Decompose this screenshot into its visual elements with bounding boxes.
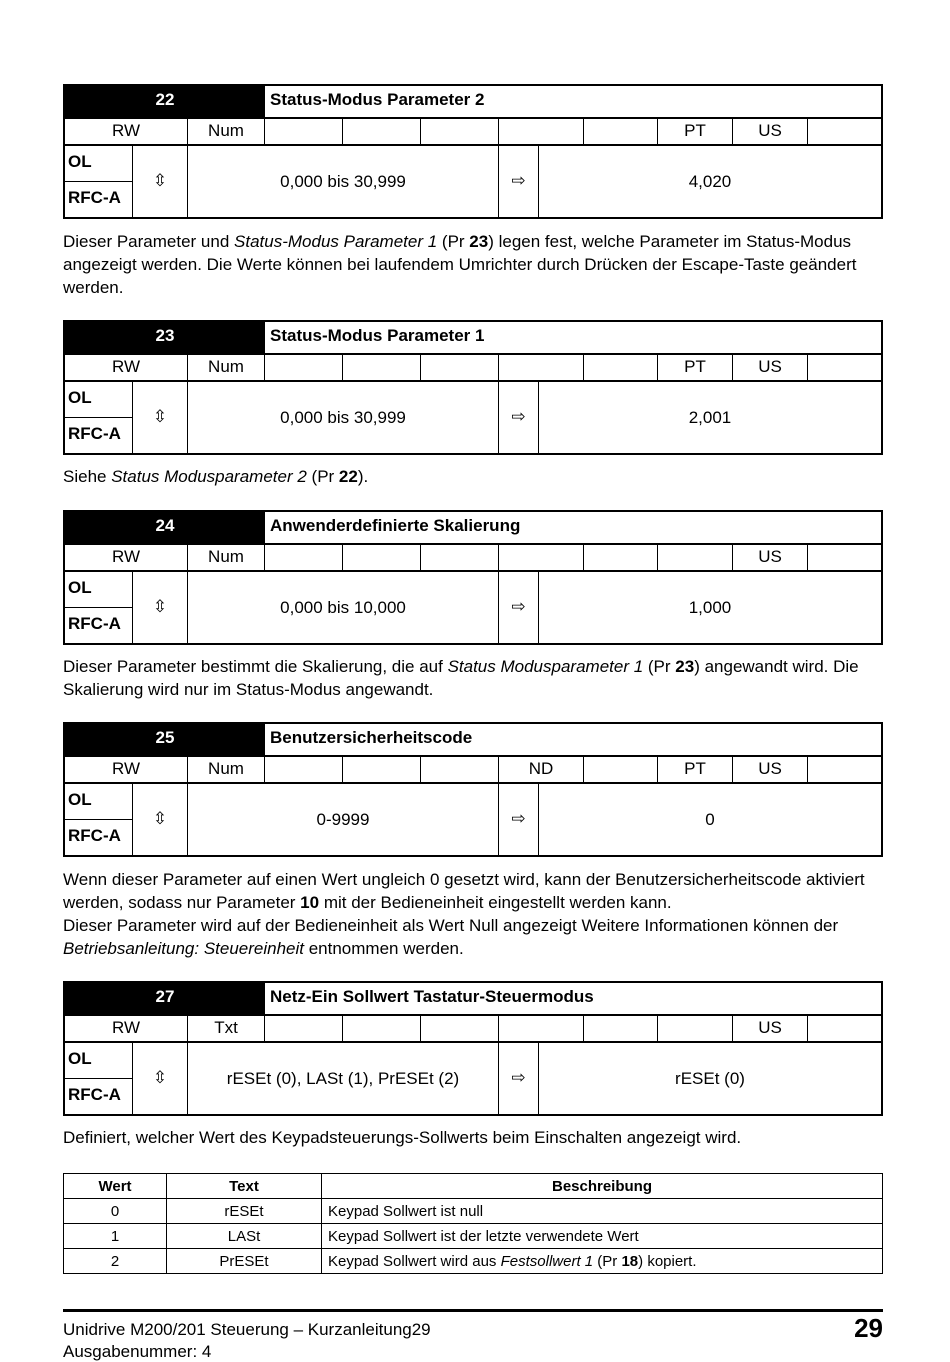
attribute-cell: Txt	[188, 1016, 265, 1041]
attribute-row	[65, 1016, 881, 1043]
attribute-cell	[499, 119, 584, 144]
attribute-cell	[421, 355, 499, 380]
attribute-cell	[584, 545, 658, 570]
attribute-cell: PT	[658, 757, 733, 782]
cell-text: rESEt	[167, 1199, 322, 1224]
header-beschreibung: Beschreibung	[322, 1174, 883, 1199]
attribute-cell	[808, 545, 881, 570]
attribute-cell	[584, 119, 658, 144]
parameter-number: 25	[65, 724, 265, 755]
parameter-number: 22	[65, 86, 265, 117]
attribute-cell	[499, 545, 584, 570]
attribute-cell	[584, 1016, 658, 1041]
parameter-header	[65, 512, 881, 545]
attribute-cell: PT	[658, 355, 733, 380]
parameter-header	[65, 983, 881, 1016]
default-arrow-icon: ⇨	[499, 1043, 539, 1114]
default-arrow-icon: ⇨	[499, 784, 539, 855]
default-value: 1,000	[688, 598, 732, 617]
range-arrow-icon: ⇳	[133, 572, 188, 643]
range-value: rESEt (0), LASt (1), PrESEt (2)	[188, 1043, 499, 1114]
mode-label-rfc: RFC-A	[65, 1079, 133, 1114]
range-arrow-icon: ⇳	[133, 146, 188, 217]
cell-wert: 2	[64, 1249, 167, 1274]
attribute-cell	[584, 355, 658, 380]
attribute-cell: US	[733, 119, 808, 144]
attribute-cell	[499, 1016, 584, 1041]
attribute-cell: PT	[658, 119, 733, 144]
parameter-table-24	[63, 510, 883, 645]
attribute-cell	[343, 119, 421, 144]
default-value: 2,001	[688, 408, 732, 427]
attribute-cell	[658, 1016, 733, 1041]
cell-wert: 1	[64, 1224, 167, 1249]
attribute-cell	[808, 355, 881, 380]
table-row	[64, 1199, 883, 1224]
value-table-header	[64, 1174, 883, 1199]
range-arrow-icon: ⇳	[133, 784, 188, 855]
mode-label-rfc: RFC-A	[65, 182, 133, 217]
attribute-cell	[808, 1016, 881, 1041]
attribute-cell	[421, 119, 499, 144]
range-row	[65, 572, 881, 643]
cell-beschreibung: Keypad Sollwert wird aus Festsollwert 1 (Pr 18) kopiert.	[322, 1249, 883, 1274]
cell-beschreibung: Keypad Sollwert ist null	[322, 1199, 883, 1224]
attribute-row	[65, 119, 881, 146]
default-value: rESEt (0)	[675, 1069, 745, 1088]
parameter-header	[65, 724, 881, 757]
attribute-cell: ND	[499, 757, 584, 782]
parameter-header	[65, 322, 881, 355]
table-row	[64, 1249, 883, 1274]
attribute-cell: RW	[65, 1016, 188, 1041]
parameter-header	[65, 86, 881, 119]
attribute-cell: RW	[65, 119, 188, 144]
para-27: Definiert, welcher Wert des Keypadsteuerungs-Sollwerts beim Einschalten angezeigt wird.	[63, 1128, 742, 1147]
range-row	[65, 146, 881, 217]
attribute-cell: RW	[65, 545, 188, 570]
mode-label-ol: OL	[65, 382, 133, 418]
attribute-cell: Num	[188, 545, 265, 570]
attribute-cell: US	[733, 1016, 808, 1041]
range-value: 0,000 bis 10,000	[188, 572, 499, 643]
footer-issue: Ausgabenummer: 4	[63, 1342, 212, 1361]
mode-label-rfc: RFC-A	[65, 820, 133, 855]
para-22: Dieser Parameter und Status-Modus Parameter 1 (Pr 23) legen fest, welche Parameter im Status-Modus angezeigt werden. Die Werte können bei laufendem Umrichter durch Drücken der Escape-Taste geändert werden.	[63, 232, 857, 297]
mode-label-ol: OL	[65, 572, 133, 608]
cell-wert: 0	[64, 1199, 167, 1224]
parameter-name: Status-Modus Parameter 2	[270, 90, 485, 109]
parameter-table-22	[63, 84, 883, 219]
value-table	[63, 1173, 883, 1274]
range-value: 0,000 bis 30,999	[188, 382, 499, 453]
default-value: 0	[705, 810, 715, 829]
attribute-cell	[343, 757, 421, 782]
attribute-cell	[421, 1016, 499, 1041]
range-row	[65, 1043, 881, 1114]
attribute-row	[65, 757, 881, 784]
header-text: Text	[167, 1174, 322, 1199]
footer-rule	[63, 1309, 883, 1312]
para-23: Siehe Status Modusparameter 2 (Pr 22).	[63, 467, 369, 486]
attribute-cell	[265, 757, 343, 782]
attribute-cell	[265, 119, 343, 144]
parameter-table-23	[63, 320, 883, 455]
attribute-cell	[584, 757, 658, 782]
attribute-cell: Num	[188, 119, 265, 144]
attribute-cell	[265, 355, 343, 380]
attribute-row	[65, 355, 881, 382]
attribute-cell	[343, 1016, 421, 1041]
cell-text: LASt	[167, 1224, 322, 1249]
mode-label-ol: OL	[65, 784, 133, 820]
mode-label-ol: OL	[65, 146, 133, 182]
header-wert: Wert	[64, 1174, 167, 1199]
attribute-cell	[343, 355, 421, 380]
attribute-cell: RW	[65, 355, 188, 380]
attribute-cell	[808, 119, 881, 144]
parameter-name: Netz-Ein Sollwert Tastatur-Steuermodus	[270, 987, 594, 1006]
attribute-cell: US	[733, 757, 808, 782]
range-arrow-icon: ⇳	[133, 382, 188, 453]
attribute-cell: Num	[188, 757, 265, 782]
attribute-cell	[499, 355, 584, 380]
range-value: 0-9999	[188, 784, 499, 855]
parameter-number: 23	[65, 322, 265, 353]
para-24: Dieser Parameter bestimmt die Skalierung, die auf Status Modusparameter 1 (Pr 23) angewandt wird. Die Skalierung wird nur im Status-Modus angewandt.	[63, 657, 859, 699]
footer-title: Unidrive M200/201 Steuerung – Kurzanleitung29	[63, 1320, 431, 1339]
para-25: Wenn dieser Parameter auf einen Wert ungleich 0 gesetzt wird, kann der Benutzersicherheitscode aktiviert werden, sodass nur Parameter 10 mit der Bedieneinheit eingestellt werden kann. Dieser Parameter wird auf der Bedieneinheit als Wert Null angezeigt Weitere Informationen können der Betriebsanleitung: Steuereinheit entnommen werden.	[63, 870, 865, 958]
cell-beschreibung: Keypad Sollwert ist der letzte verwendete Wert	[322, 1224, 883, 1249]
attribute-cell: RW	[65, 757, 188, 782]
parameter-table-27	[63, 981, 883, 1116]
attribute-cell	[265, 545, 343, 570]
attribute-cell	[658, 545, 733, 570]
attribute-cell	[343, 545, 421, 570]
default-arrow-icon: ⇨	[499, 572, 539, 643]
range-value: 0,000 bis 30,999	[188, 146, 499, 217]
range-row	[65, 784, 881, 855]
attribute-row	[65, 545, 881, 572]
parameter-name: Status-Modus Parameter 1	[270, 326, 485, 345]
mode-label-rfc: RFC-A	[65, 608, 133, 643]
parameter-table-25	[63, 722, 883, 857]
page-number: 29	[854, 1313, 883, 1343]
default-arrow-icon: ⇨	[499, 382, 539, 453]
attribute-cell: US	[733, 355, 808, 380]
default-arrow-icon: ⇨	[499, 146, 539, 217]
mode-label-ol: OL	[65, 1043, 133, 1079]
attribute-cell	[421, 545, 499, 570]
table-row	[64, 1224, 883, 1249]
cell-text: PrESEt	[167, 1249, 322, 1274]
attribute-cell: Num	[188, 355, 265, 380]
attribute-cell	[421, 757, 499, 782]
parameter-name: Anwenderdefinierte Skalierung	[270, 516, 521, 535]
mode-label-rfc: RFC-A	[65, 418, 133, 453]
attribute-cell: US	[733, 545, 808, 570]
default-value: 4,020	[688, 172, 732, 191]
range-row	[65, 382, 881, 453]
range-arrow-icon: ⇳	[133, 1043, 188, 1114]
attribute-cell	[808, 757, 881, 782]
parameter-number: 24	[65, 512, 265, 543]
parameter-number: 27	[65, 983, 265, 1014]
parameter-name: Benutzersicherheitscode	[270, 728, 473, 747]
attribute-cell	[265, 1016, 343, 1041]
